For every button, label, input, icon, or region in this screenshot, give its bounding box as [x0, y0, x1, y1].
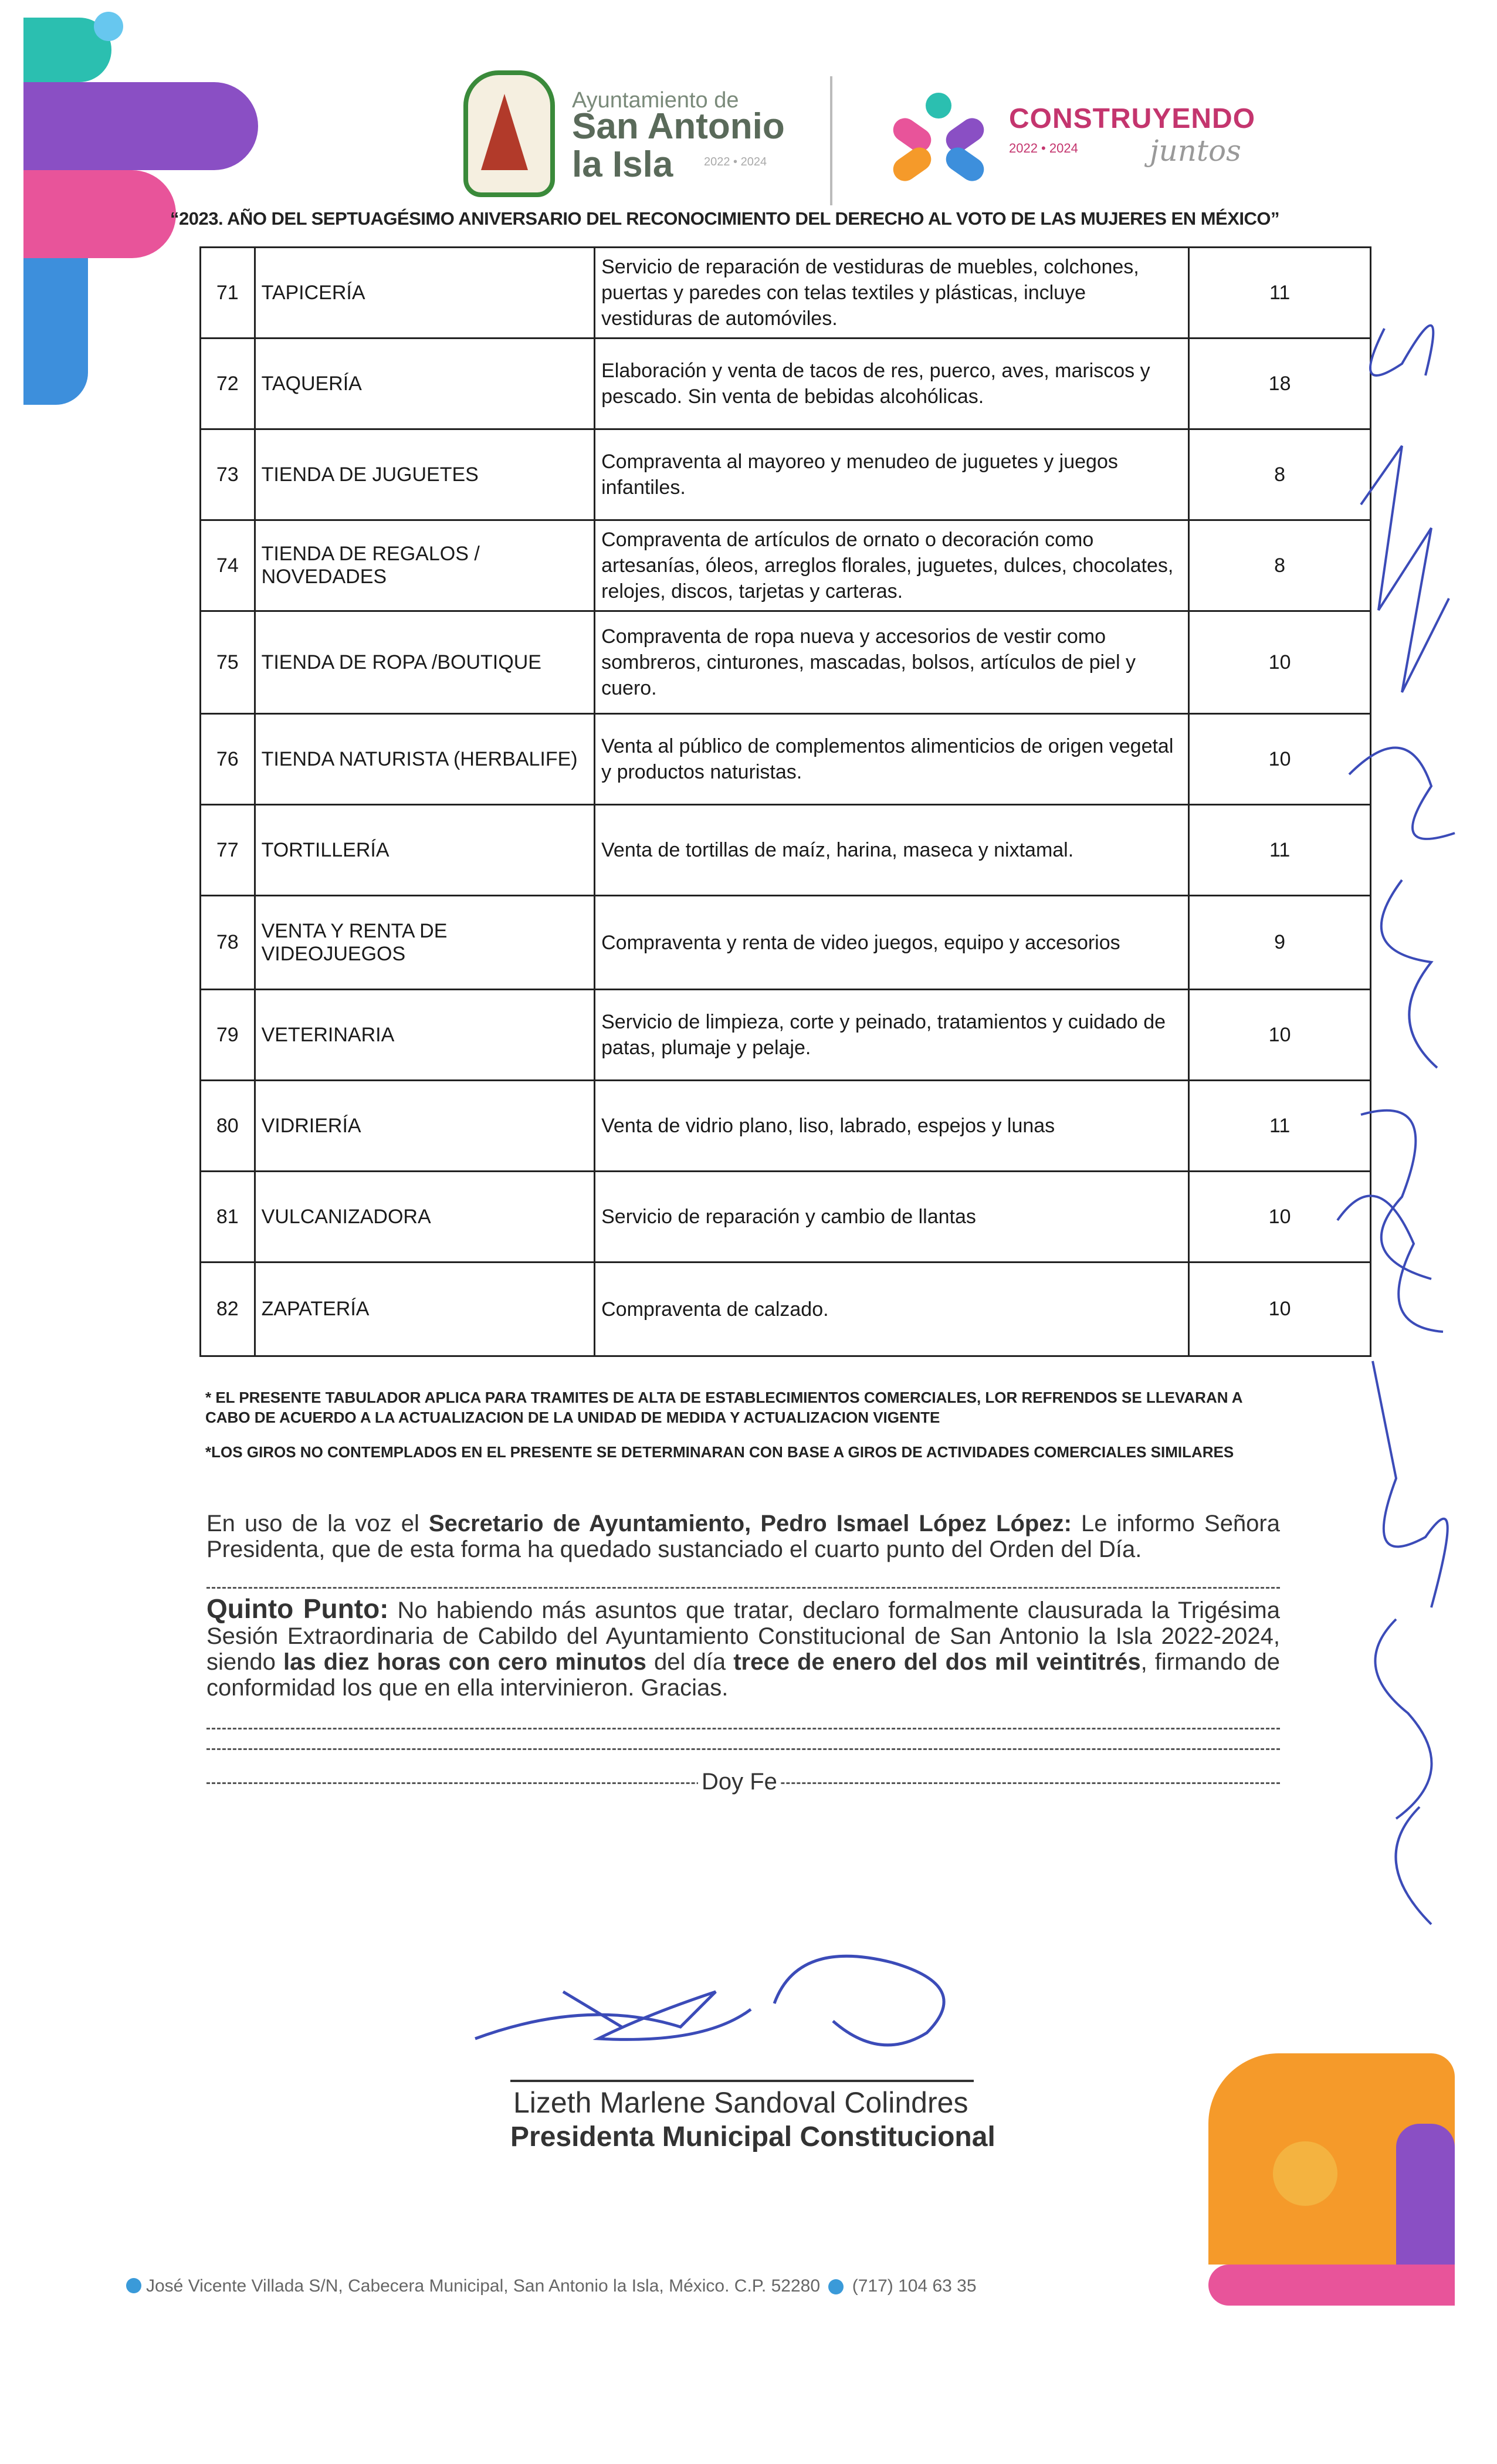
activity-name: VENTA Y RENTA DE VIDEOJUEGOS — [255, 896, 595, 990]
activity-name: TIENDA DE REGALOS / NOVEDADES — [255, 520, 595, 611]
fifth-point-paragraph — [206, 1593, 1281, 1701]
footer-phone: (717) 104 63 35 — [852, 2276, 977, 2296]
p2-text-d: del día — [646, 1649, 734, 1675]
table-row — [201, 1172, 1371, 1263]
activity-name: TIENDA NATURISTA (HERBALIFE) — [255, 714, 595, 805]
row-number: 72 — [201, 339, 255, 429]
row-number: 77 — [201, 805, 255, 896]
activity-description: Elaboración y venta de tacos de res, puerco, aves, mariscos y pescado. Sin venta de bebidas alcohólicas. — [595, 339, 1189, 429]
row-number: 75 — [201, 611, 255, 714]
table-row — [201, 520, 1371, 611]
row-number: 79 — [201, 990, 255, 1081]
activity-description: Servicio de reparación de vestiduras de muebles, colchones, puertas y paredes con telas textiles y plásticas, incluye vestiduras de automóviles. — [595, 248, 1189, 339]
row-number: 71 — [201, 248, 255, 339]
activity-name: VETERINARIA — [255, 990, 595, 1081]
secretary-paragraph — [206, 1511, 1280, 1562]
activity-description: Compraventa al mayoreo y menudeo de juguetes y juegos infantiles. — [595, 429, 1189, 520]
table-note-1: * EL PRESENTE TABULADOR APLICA PARA TRAMITES DE ALTA DE ESTABLECIMIENTOS COMERCIALES, LOR REFRENDOS SE LLEVARAN A CABO DE ACUERDO A LA ACTUALIZACION DE LA UNIDAD DE MEDIDA Y ACTUALIZACION VIGENTE — [205, 1389, 1242, 1426]
p1-text-c: Le informo Señora Presidenta, que de esta forma ha quedado sustanciado el cuarto punto del Orden del Día. — [206, 1511, 1280, 1562]
p2-text-f: , firmando de conformidad los que en ella intervinieron. Gracias. — [206, 1649, 1281, 1701]
construyendo-years: 2022 • 2024 — [1009, 141, 1078, 155]
activity-value: 11 — [1189, 1081, 1371, 1172]
activity-description: Servicio de limpieza, corte y peinado, tratamientos y cuidado de patas, plumaje y pelaje. — [595, 990, 1189, 1081]
row-number: 73 — [201, 429, 255, 520]
decor-shape-bottomright-pink — [1208, 2265, 1455, 2306]
activity-description: Compraventa de ropa nueva y accesorios de vestir como sombreros, cinturones, mascadas, bolsos, artículos de piel y cuero. — [595, 611, 1189, 714]
header-divider — [830, 76, 832, 205]
signer-name: Lizeth Marlene Sandoval Colindres — [513, 2086, 968, 2119]
municipality-name-line1: San Antonio — [572, 106, 785, 147]
activity-description: Compraventa y renta de video juegos, equipo y accesorios — [595, 896, 1189, 990]
activity-value: 10 — [1189, 714, 1371, 805]
table-row — [201, 896, 1371, 990]
activity-value: 18 — [1189, 339, 1371, 429]
table-row — [201, 990, 1371, 1081]
activity-name: VIDRIERÍA — [255, 1081, 595, 1172]
ayuntamiento-label: Ayuntamiento de — [572, 88, 739, 113]
commercial-activities-table — [199, 246, 1371, 1357]
municipality-name-line2: la Isla — [572, 144, 673, 185]
signer-title: Presidenta Municipal Constitucional — [510, 2121, 995, 2152]
activity-name: TIENDA DE JUGUETES — [255, 429, 595, 520]
p1-text-a: En uso de la voz el — [206, 1511, 429, 1536]
activity-value: 10 — [1189, 1263, 1371, 1356]
table-note-2: *LOS GIROS NO CONTEMPLADOS EN EL PRESENTE SE DETERMINARAN CON BASE A GIROS DE ACTIVIDADES COMERCIALES SIMILARES — [205, 1443, 1234, 1461]
row-number: 82 — [201, 1263, 255, 1356]
phone-icon — [828, 2279, 844, 2294]
activity-value: 11 — [1189, 805, 1371, 896]
table-row — [201, 248, 1371, 339]
decor-shape-topleft-purple — [23, 82, 258, 170]
activity-value: 10 — [1189, 611, 1371, 714]
activity-description: Venta de vidrio plano, liso, labrado, espejos y lunas — [595, 1081, 1189, 1172]
activity-value: 10 — [1189, 1172, 1371, 1263]
activity-value: 8 — [1189, 520, 1371, 611]
table-row — [201, 805, 1371, 896]
construyendo-title: CONSTRUYENDO — [1009, 103, 1256, 134]
location-icon — [126, 2278, 141, 2293]
activity-value: 9 — [1189, 896, 1371, 990]
dashed-line — [206, 1748, 1280, 1750]
p2-date: trece de enero del dos mil veintitrés — [733, 1649, 1141, 1675]
decor-shape-bottomright-circle — [1273, 2141, 1337, 2206]
table-row — [201, 611, 1371, 714]
activity-description: Compraventa de artículos de ornato o decoración como artesanías, óleos, arreglos florales, juguetes, dulces, chocolates, relojes, discos, tarjetas y carteras. — [595, 520, 1189, 611]
activity-description: Compraventa de calzado. — [595, 1263, 1189, 1356]
footer-address: José Vicente Villada S/N, Cabecera Municipal, San Antonio la Isla, México. C.P. 52280 — [146, 2276, 821, 2296]
construyendo-juntos-logo — [880, 82, 997, 199]
activity-description: Venta de tortillas de maíz, harina, maseca y nixtamal. — [595, 805, 1189, 896]
table-row — [201, 339, 1371, 429]
activity-value: 11 — [1189, 248, 1371, 339]
table-row — [201, 714, 1371, 805]
decor-shape-topleft-pink — [23, 170, 176, 258]
dashed-line — [206, 1728, 1280, 1729]
activity-name: VULCANIZADORA — [255, 1172, 595, 1263]
dashed-line — [206, 1587, 1280, 1589]
fifth-point-heading: Quinto Punto: — [206, 1593, 389, 1624]
activity-value: 10 — [1189, 990, 1371, 1081]
activity-name: TAQUERÍA — [255, 339, 595, 429]
signature-line — [510, 2080, 974, 2082]
activity-description: Venta al público de complementos alimenticios de origen vegetal y productos naturistas. — [595, 714, 1189, 805]
activity-name: TAPICERÍA — [255, 248, 595, 339]
decor-shape-topleft-blue — [23, 258, 88, 405]
row-number: 74 — [201, 520, 255, 611]
activity-value: 8 — [1189, 429, 1371, 520]
footer — [126, 2276, 977, 2296]
activity-name: TIENDA DE ROPA /BOUTIQUE — [255, 611, 595, 714]
row-number: 81 — [201, 1172, 255, 1263]
p2-time: las diez horas con cero minutos — [283, 1649, 646, 1675]
table-row — [201, 429, 1371, 520]
municipality-years: 2022 • 2024 — [704, 155, 767, 168]
year-motto: “2023. AÑO DEL SEPTUAGÉSIMO ANIVERSARIO DEL RECONOCIMIENTO DEL DERECHO AL VOTO DE LAS MUJERES EN MÉXICO” — [170, 208, 1279, 229]
margin-signatures — [1314, 246, 1490, 1948]
doy-fe: Doy Fe — [698, 1769, 781, 1795]
row-number: 76 — [201, 714, 255, 805]
table-row — [201, 1081, 1371, 1172]
p1-speaker: Secretario de Ayuntamiento, Pedro Ismael López López: — [428, 1511, 1072, 1536]
row-number: 78 — [201, 896, 255, 990]
p2-text-b: No habiendo más asuntos que tratar, declaro formalmente clausurada la Trigésima Sesión Extraordinaria de Cabildo del Ayuntamiento Constitucional de San Antonio la Isla 2022-2024, siendo — [206, 1597, 1280, 1675]
activity-name: ZAPATERÍA — [255, 1263, 595, 1356]
president-signature — [469, 1927, 985, 2068]
activity-description: Servicio de reparación y cambio de llantas — [595, 1172, 1189, 1263]
juntos-script: juntos — [1150, 134, 1241, 168]
row-number: 80 — [201, 1081, 255, 1172]
decor-shape-topleft-lightblue — [94, 12, 123, 41]
activity-name: TORTILLERÍA — [255, 805, 595, 896]
table-row — [201, 1263, 1371, 1356]
